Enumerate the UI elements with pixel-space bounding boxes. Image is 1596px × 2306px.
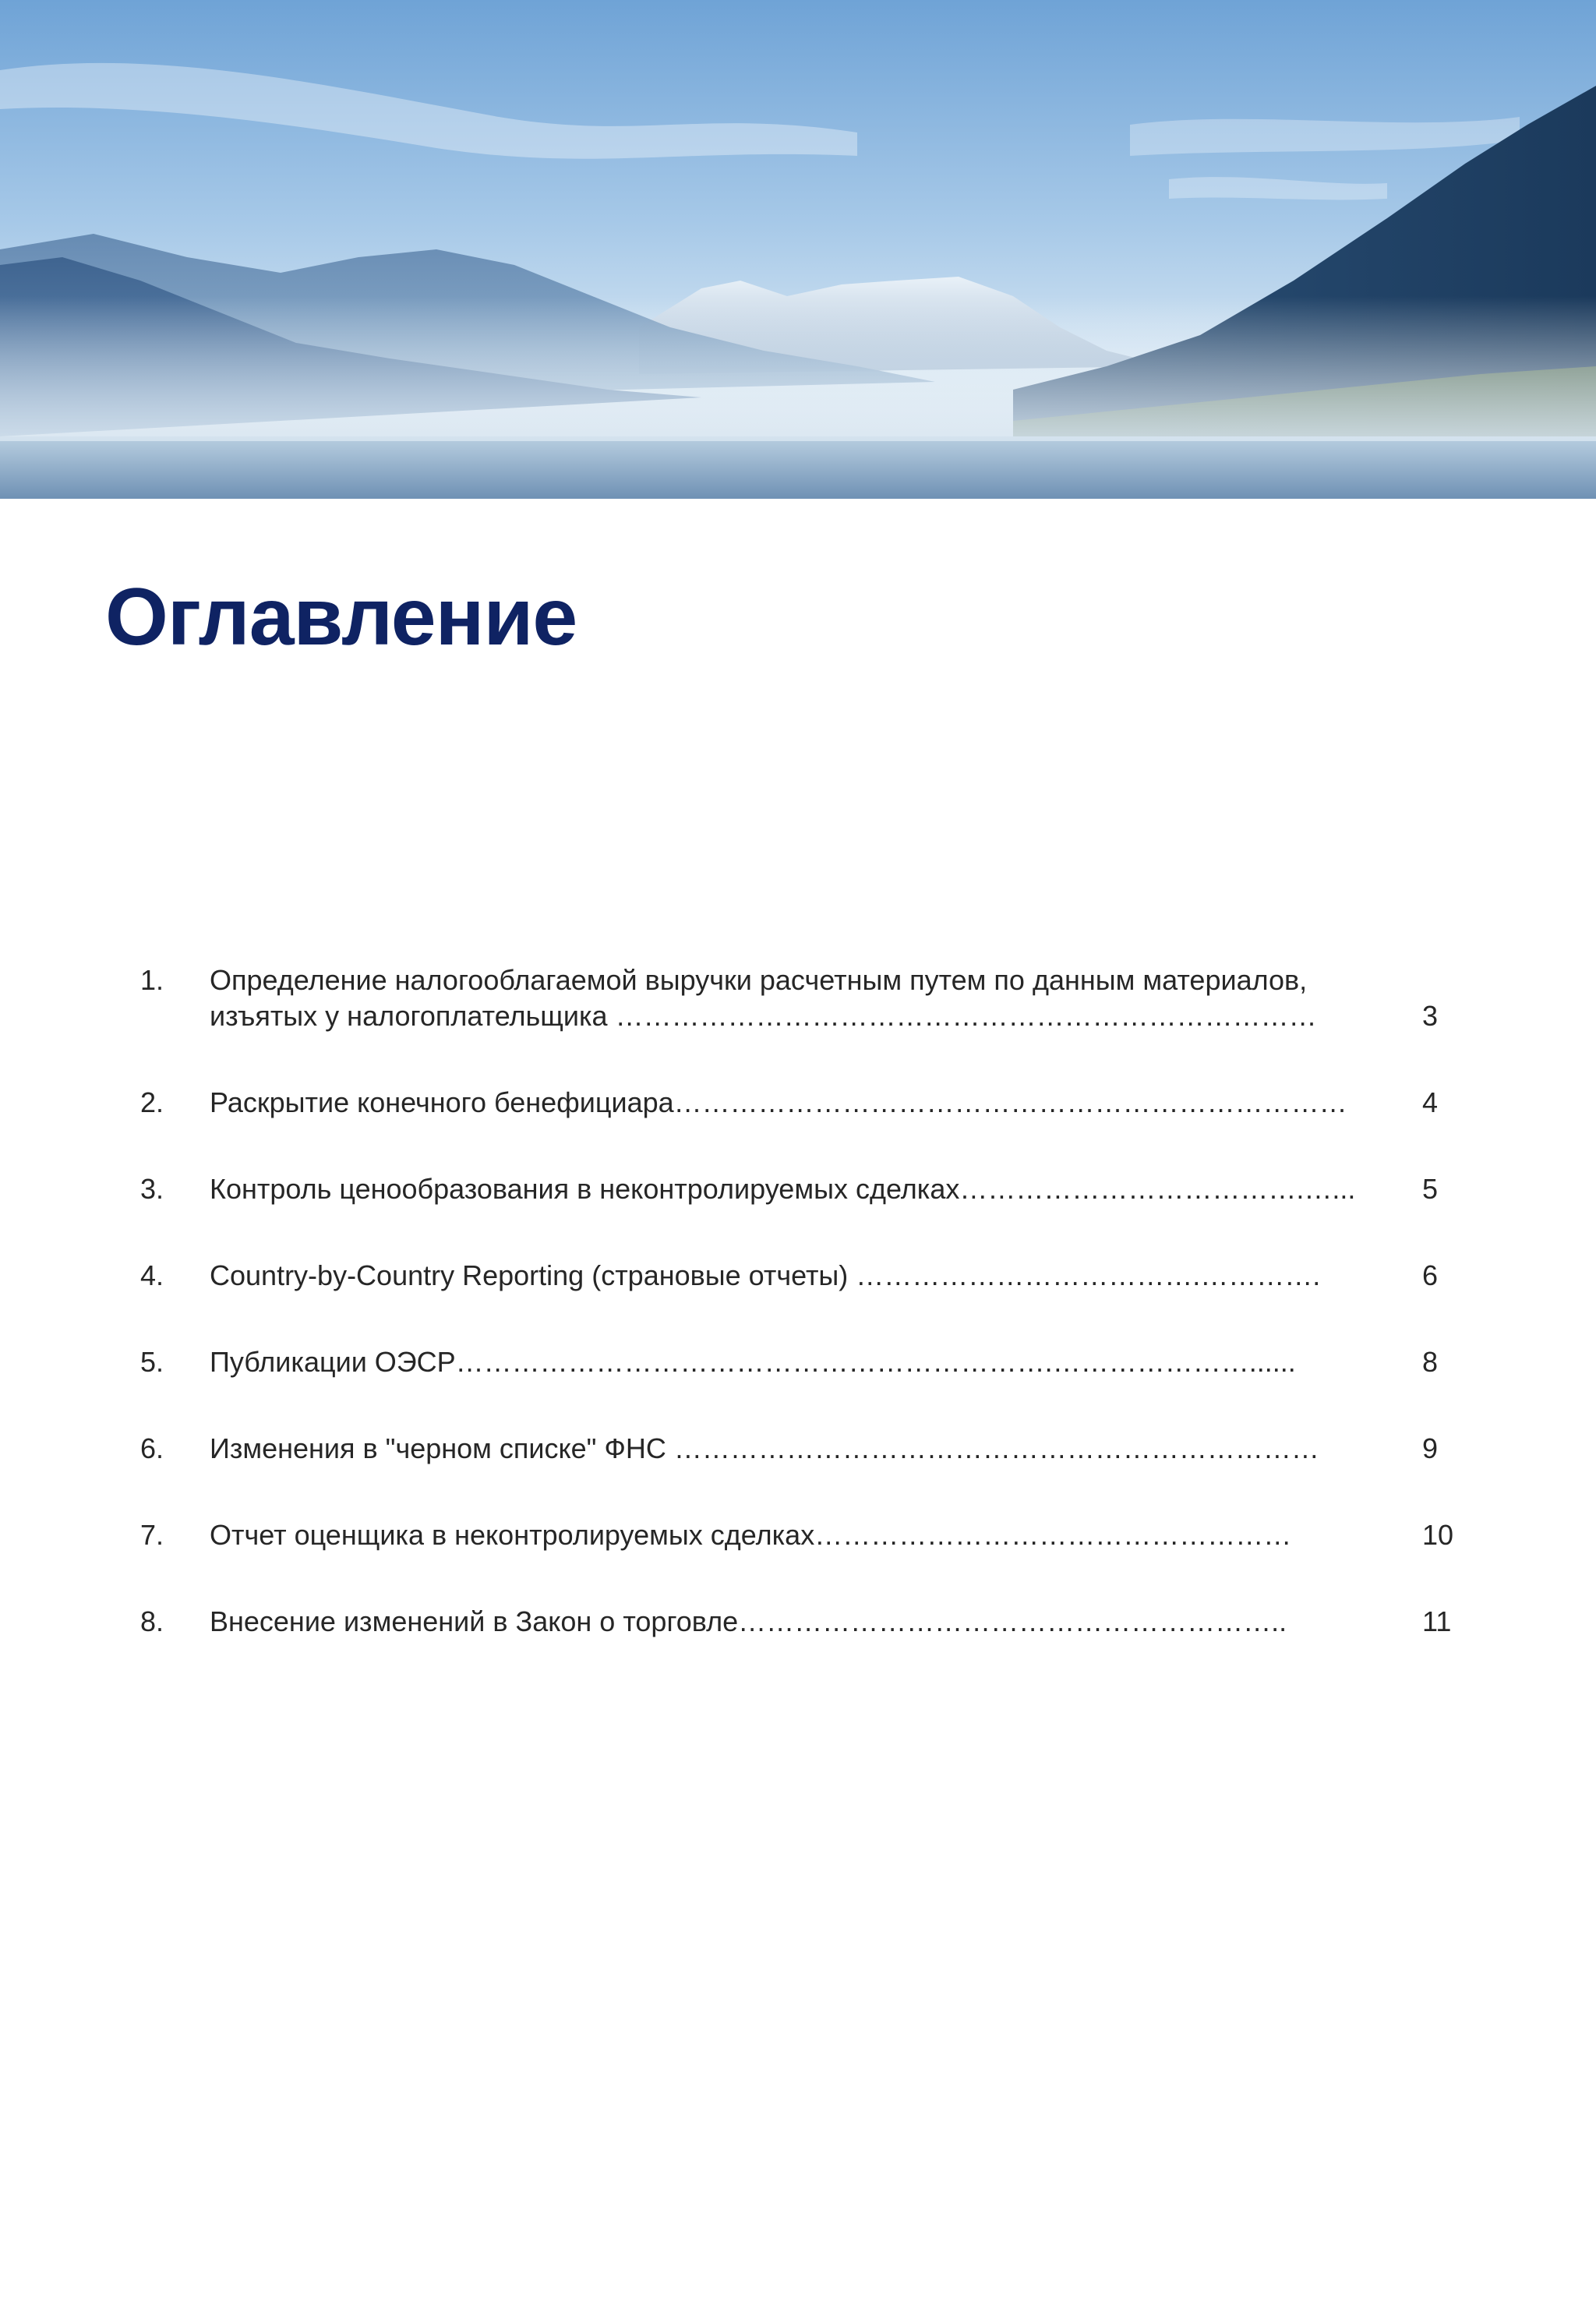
toc-item-title: Country-by-Country Reporting (страновые отчеты) ……………………………….…………. xyxy=(210,1259,1321,1291)
toc-item-number: 2. xyxy=(140,1086,164,1118)
toc-item-page: 4 xyxy=(1422,1086,1439,1118)
toc-item-title: Изменения в "черном списке" ФНС …………………………………………………………… xyxy=(210,1432,1319,1464)
toc-item-page: 3 xyxy=(1422,1000,1439,1032)
toc-item-title: Определение налогооблагаемой выручки расчетным путем по данным материалов, xyxy=(210,964,1308,996)
hero-landscape-image xyxy=(0,0,1596,499)
toc-item-title: Отчет оценщика в неконтролируемых сделках…………………………………………… xyxy=(210,1519,1292,1551)
toc-item-page: 9 xyxy=(1422,1432,1439,1464)
toc-item-number: 4. xyxy=(140,1259,164,1291)
toc-item-page: 6 xyxy=(1422,1259,1439,1291)
toc-item-title: Внесение изменений в Закон о торговле………………………………………………….. xyxy=(210,1605,1287,1637)
toc-item-title: Публикации ОЭСР……………………………………………………….…………………...... xyxy=(210,1346,1296,1378)
toc-item-page: 10 xyxy=(1422,1519,1454,1551)
page-title: Оглавление xyxy=(105,572,577,662)
toc-item-page: 11 xyxy=(1422,1605,1452,1637)
toc-item-title-continued: изъятых у налогоплательщика ………………………………………………………………… xyxy=(210,1000,1317,1032)
mountain-lake-illustration xyxy=(0,0,1596,499)
toc-item-number: 1. xyxy=(140,964,164,996)
toc-item-title: Контроль ценообразования в неконтролируемых сделках……………………………….…... xyxy=(210,1173,1356,1205)
toc-item-page: 5 xyxy=(1422,1173,1439,1205)
toc-item-number: 3. xyxy=(140,1173,164,1205)
toc-item-number: 5. xyxy=(140,1346,164,1378)
toc-item-number: 8. xyxy=(140,1605,164,1637)
toc-item-title: Раскрытие конечного бенефициара……………………………………………………………… xyxy=(210,1086,1347,1118)
toc-item-number: 7. xyxy=(140,1519,164,1551)
toc-item-number: 6. xyxy=(140,1432,164,1464)
toc-item-page: 8 xyxy=(1422,1346,1439,1378)
